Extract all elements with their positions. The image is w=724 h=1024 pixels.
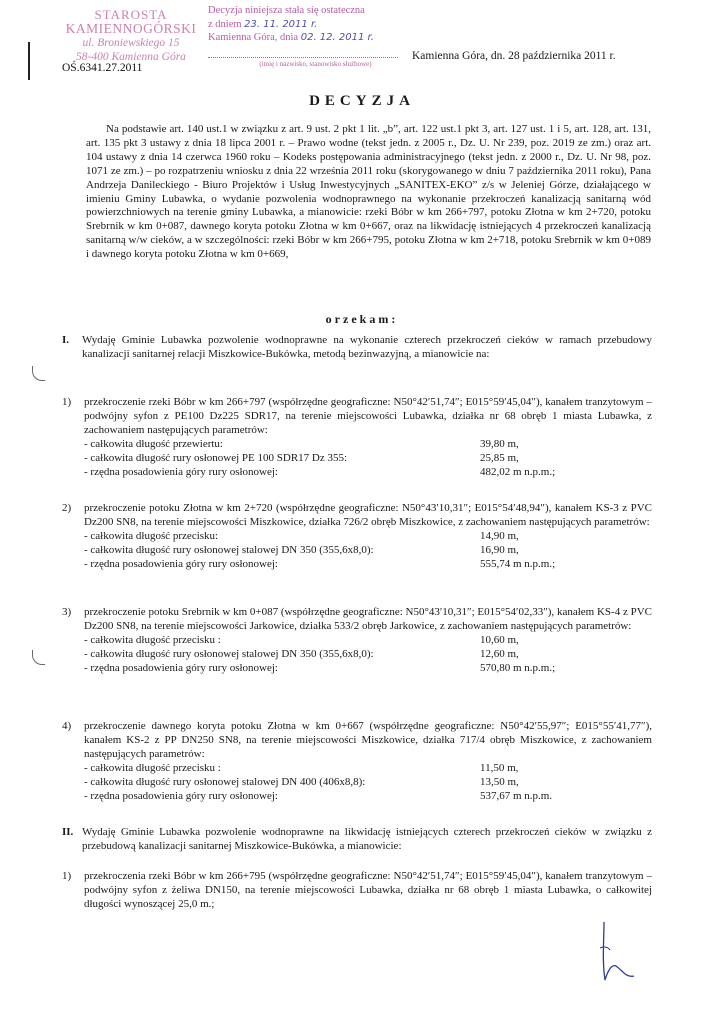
param-value: 11,50 m, (480, 761, 519, 774)
param-row (84, 634, 652, 648)
param-value: 25,85 m, (480, 451, 519, 464)
stamp-line: ul. Broniewskiego 15 (82, 37, 180, 49)
stamp-line: 58-400 Kamienna Góra (76, 51, 186, 63)
stamp-place-date-value: 02. 12. 2011 r. (300, 32, 374, 43)
param-label: - całkowita długość rury osłonowej stalowej DN 350 (355,6x8,0): (84, 647, 374, 660)
handwritten-signature (582, 920, 642, 990)
section-2 (62, 826, 652, 854)
param-row (84, 762, 652, 776)
finality-stamp-caption: (imię i nazwisko, stanowisko służbowe) (259, 59, 372, 68)
case-number: OŚ.6341.27.2011 (62, 62, 143, 74)
item-text: przekroczenie potoku Złotna w km 2+720 (współrzędne geograficzne: N50°43′10,31″; E015°54′48,94″), kanałem KS-3 z PVC Dz200 SN8, na terenie miejscowości Miszkowice, działka 726/2 obręb Miszkowice, z zachowaniem następujących parametrów: (84, 502, 652, 528)
list-item (62, 502, 652, 571)
param-label: - rzędna posadowienia góry rury osłonowej: (84, 661, 278, 674)
param-label: - całkowita długość przecisku : (84, 761, 221, 774)
param-label: - całkowita długość przecisku: (84, 529, 219, 542)
stamp-line: KAMIENNOGÓRSKI (65, 21, 197, 36)
section-number: II. (62, 826, 74, 838)
list-item (62, 396, 652, 479)
orzekam-heading: orzekam: (325, 312, 399, 326)
param-label: - rzędna posadowienia góry rury osłonowej: (84, 557, 278, 570)
item-text: przekroczenie potoku Srebrnik w km 0+087 (współrzędne geograficzne: N50°43′10,31″; E015°54′02,33″), kanałem KS-4 z PVC Dz200 SN8, na terenie miejscowości Jarkowice, działka 533/2 obręb Jarkowice, z zachowaniem następujących parametrów: (84, 606, 652, 632)
param-label: - rzędna posadowienia góry rury osłonowej: (84, 465, 278, 478)
param-value: 537,67 m n.p.m. (480, 789, 553, 802)
item-number: 1) (62, 396, 72, 408)
param-row (84, 452, 652, 466)
param-value: 16,90 m, (480, 543, 519, 556)
stamp-place-label: Kamienna Góra, dnia (208, 32, 299, 43)
param-row (84, 438, 652, 452)
param-label: - całkowita długość rury osłonowej stalowej DN 400 (406x8,8): (84, 775, 366, 788)
section-text: Wydaję Gminie Lubawka pozwolenie wodnoprawne na wykonanie czterech przekroczeń cieków w ramach przebudowy kanalizacji sanitarnej relacji Miszkowice-Bukówka, metodą bezinwazyjną, a mianowicie na: (82, 334, 652, 360)
param-value: 39,80 m, (480, 437, 519, 450)
param-label: - całkowita długość rury osłonowej stalowej DN 350 (355,6x8,0): (84, 543, 374, 556)
stamp-line: STAROSTA (94, 7, 168, 22)
margin-mark (32, 650, 45, 665)
param-label: - całkowita długość rury osłonowej PE 100 SDR17 Dz 355: (84, 451, 348, 464)
item-text: przekroczenie dawnego koryta potoku Złotna w km 0+667 (współrzędne geograficzne: N50°42′55,97″; E015°55′41,77″), kanałem KS-2 z PP DN250 SN8, na terenie miejscowości Miszkowice, działka 717/4 obręb Miszkowice, z zachowaniem następujących parametrów: (84, 720, 652, 760)
finality-date-value: 23. 11. 2011 r. (244, 18, 318, 30)
finality-stamp-line2 (208, 18, 413, 32)
item-text: przekroczenia rzeki Bóbr w km 266+795 (współrzędne geograficzne: N50°42′51,74″; E015°59′45,04″), kanałem tranzytowym – podwójny syfon z żeliwa DN150, na terenie miejscowości Lubawka, działka nr 68 obręb 1 miasta Lubawka, o całkowitej długości wynoszącej 25,0 m.; (84, 870, 652, 910)
item-number: 3) (62, 606, 72, 618)
param-row (84, 790, 652, 804)
item-number: 1) (62, 870, 72, 882)
list-item (62, 720, 652, 803)
margin-mark (32, 366, 45, 381)
section-text: Wydaję Gminie Lubawka pozwolenie wodnoprawne na likwidację istniejących czterech przekroczeń cieków w związku z przebudową kanalizacji sanitarnej Miszkowice-Bukówka, a mianowicie: (82, 826, 652, 852)
document-title: DECYZJA (309, 93, 415, 109)
finality-date-label: z dniem (208, 18, 242, 30)
starosta-stamp (56, 8, 206, 64)
param-value: 13,50 m, (480, 775, 519, 788)
handwritten-signature-line (208, 45, 398, 58)
item-number: 2) (62, 502, 72, 514)
param-row (84, 466, 652, 480)
param-row (84, 530, 652, 544)
param-value: 570,80 m n.p.m.; (480, 661, 556, 674)
section-1 (62, 334, 652, 362)
param-value: 482,02 m n.p.m.; (480, 465, 556, 478)
param-value: 555,74 m n.p.m.; (480, 557, 556, 570)
param-row (84, 662, 652, 676)
finality-stamp (208, 4, 413, 71)
item-number: 4) (62, 720, 72, 732)
finality-stamp-line3 (208, 31, 413, 45)
punch-hole-mark (28, 42, 30, 80)
param-label: - rzędna posadowienia góry rury osłonowej: (84, 789, 278, 802)
place-date: Kamienna Góra, dn. 28 października 2011 r. (412, 50, 616, 62)
list-item (62, 870, 652, 912)
list-item (62, 606, 652, 675)
param-value: 12,60 m, (480, 647, 519, 660)
param-label: - całkowita długość przewiertu: (84, 437, 223, 450)
param-value: 10,60 m, (480, 633, 519, 646)
param-row (84, 776, 652, 790)
section-number: I. (62, 334, 70, 346)
param-row (84, 544, 652, 558)
intro-paragraph: Na podstawie art. 140 ust.1 w związku z art. 9 ust. 2 pkt 1 lit. „b”, art. 122 ust.1 pkt 3, art. 127 ust. 1 i 5, art. 128, art. 131, art. 135 pkt 3 ustawy z dnia 18 lipca 2001 r. – Prawo wodne (tekst jedn. z 2005 r., Dz. U. Nr 239, poz. 2019 ze zm.) oraz art. 104 ustawy z dnia 14 czerwca 1960 roku – Kodeks postępowania administracyjnego (tekst jedn. z 2000 r., Dz. U. Nr 98, poz. 1071 ze zm.) – po rozpatrzeniu wniosku z dnia 22 września 2011 roku (skorygowanego w dniu 7 października 2011 roku), Pana Andrzeja Danileckiego - Biuro Projektów i Usług Inwestycyjnych „SANITEX-EKO” z/s w Jeleniej Górze, działającego w imieniu Gminy Lubawka, o wydanie pozwolenia wodnoprawnego na wykonanie przekroczeń kanalizacją sanitarną wód powierzchniowych na terenie gminy Lubawka, a mianowicie: rzeki Bóbr w km 266+797, potoku Złotna w km 2+720, potoku Srebrnik w km 0+087, dawnego koryta potoku Złotna w km 0+667, oraz na likwidację istniejących 4 przekroczeń kanalizacją sanitarną w/w cieków, a w szczególności: rzeki Bóbr w km 266+795, potoku Złotna w km 2+718, potoku Srebrnik w km 0+089 i dawnego koryta potoku Złotna w km 0+669, (86, 123, 651, 261)
param-row (84, 558, 652, 572)
param-value: 14,90 m, (480, 529, 519, 542)
param-row (84, 648, 652, 662)
finality-stamp-line1: Decyzja niniejsza stała się ostateczna (208, 5, 365, 16)
param-label: - całkowita długość przecisku : (84, 633, 221, 646)
item-text: przekroczenie rzeki Bóbr w km 266+797 (współrzędne geograficzne: N50°42′51,74″; E015°59′45,04″), kanałem tranzytowym – podwójny syfon z PE100 Dz225 SDR17, na terenie miejscowości Lubawka, działka nr 68 obręb 1 miasta Lubawka, z zachowaniem następujących parametrów: (84, 396, 652, 436)
